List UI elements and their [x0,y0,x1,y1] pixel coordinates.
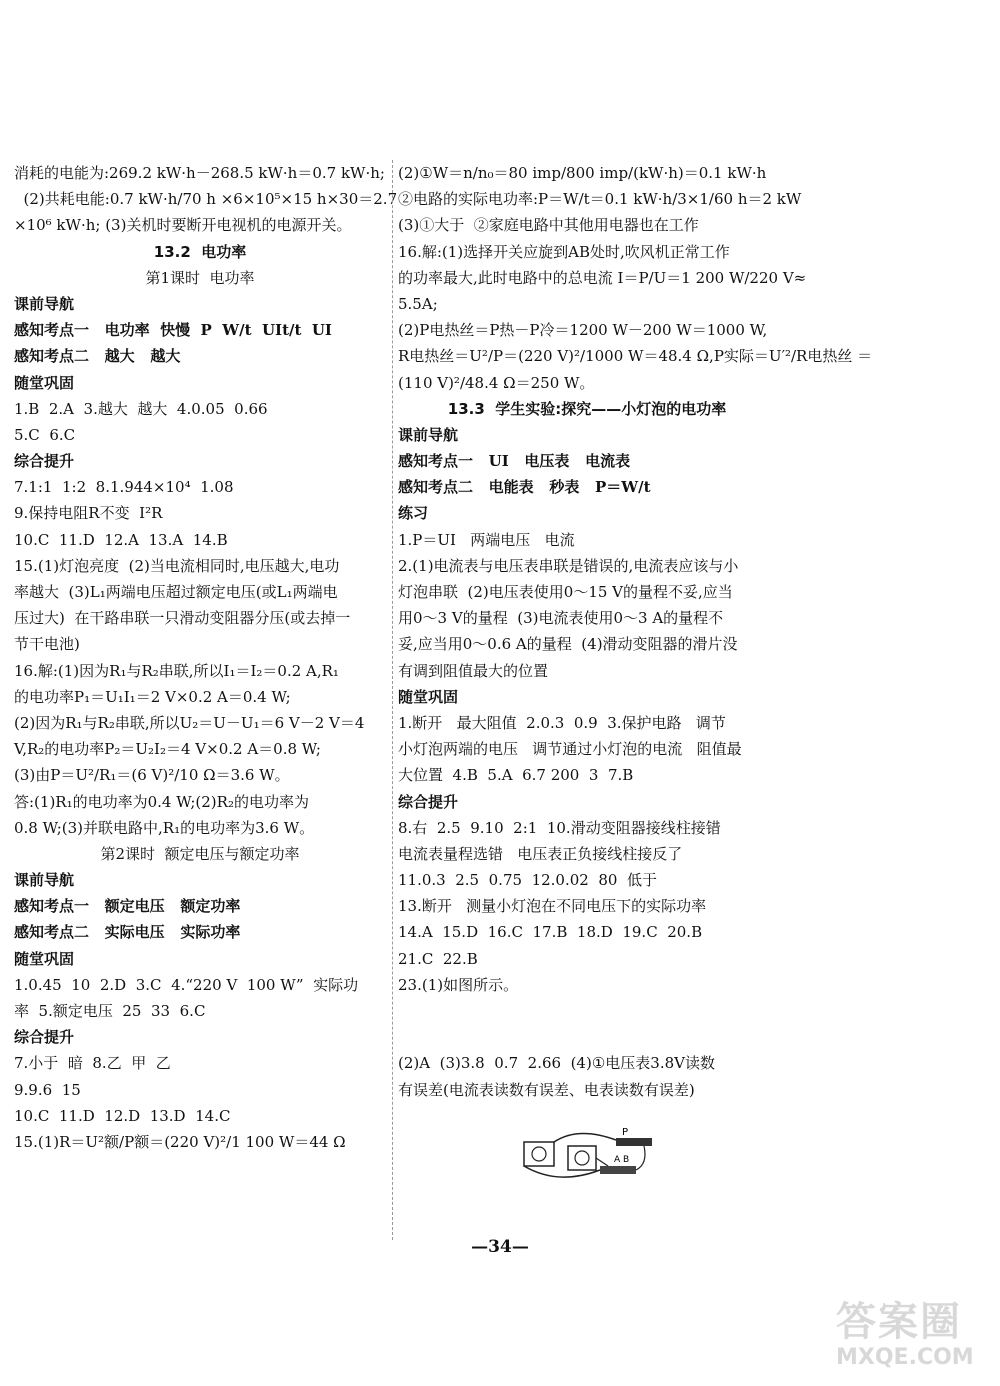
left-line: ×10⁶ kW·h; (3)关机时要断开电视机的电源开关。 [14,216,352,235]
left-line: 15.(1)R＝U²额/P额＝(220 V)²/1 100 W＝44 Ω [14,1132,346,1151]
right-line: 13.断开 测量小灯泡在不同电压下的实际功率 [398,897,707,916]
left-line: 随堂巩固 [14,949,75,968]
left-line: 感知考点一 电功率 快慢 P W/t UIt/t UI [14,321,332,340]
right-line: 感知考点二 电能表 秒表 P＝W/t [398,478,651,497]
left-line: 10.C 11.D 12.D 13.D 14.C [14,1106,231,1125]
left-line: 综合提升 [14,1028,75,1047]
right-line: 练习 [398,504,429,523]
right-line: 用0～3 V的量程 (3)电流表使用0～3 A的量程不 [398,609,724,628]
left-line: 9.9.6 15 [14,1080,81,1099]
left-line: 5.C 6.C [14,425,76,444]
left-line: 7.1:1 1:2 8.1.944×10⁴ 1.08 [14,478,234,497]
left-line: 率越大 (3)L₁两端电压超过额定电压(或L₁两端电 [14,583,338,601]
left-line: 1.B 2.A 3.越大 越大 4.0.05 0.66 [14,399,268,418]
left-line: 课前导航 [14,871,75,890]
left-line: 1.0.45 10 2.D 3.C 4.“220 V 100 W” 实际功 [14,975,359,994]
right-line: (110 V)²/48.4 Ω＝250 W。 [398,373,595,392]
right-line: 大位置 4.B 5.A 6.7 200 3 7.B [398,766,634,785]
left-line: 13.2 电功率 [153,242,247,261]
right-line: R电热丝＝U²/P＝(220 V)²/1000 W＝48.4 Ω,P实际＝U′²/R电热丝 ＝ [398,347,873,366]
right-line: 1.P＝UI 两端电压 电流 [398,530,575,549]
right-line: 14.A 15.D 16.C 17.B 18.D 19.C 20.B [398,923,703,942]
figure-label-ab: A B [614,1155,630,1165]
right-line: 11.0.3 2.5 0.75 12.0.02 80 低于 [398,871,657,890]
right-line: 1.断开 最大阻值 2.0.3 0.9 3.保护电路 调节 [398,713,726,732]
left-line: 感知考点一 额定电压 额定功率 [14,897,241,916]
watermark-bottom: MXQE.COM [836,1345,974,1370]
left-line: 课前导航 [14,294,75,313]
right-line: (3)①大于 ②家庭电路中其他用电器也在工作 [398,216,699,235]
left-line: 率 5.额定电压 25 33 6.C [14,1002,206,1020]
left-line: 综合提升 [14,452,75,471]
right-line: 妥,应当用0～0.6 A的量程 (4)滑动变阻器的滑片没 [398,635,738,654]
left-line: (2)因为R₁与R₂串联,所以U₂＝U－U₁＝6 V－2 V＝4 [14,713,365,732]
left-line: 15.(1)灯泡亮度 (2)当电流相同时,电压越大,电功 [14,556,340,575]
right-line: 8.右 2.5 9.10 2:1 10.滑动变阻器接线柱接错 [398,818,721,837]
right-line: 小灯泡两端的电压 调节通过小灯泡的电流 阻值最 [398,740,742,759]
left-line: 0.8 W;(3)并联电路中,R₁的电功率为3.6 W。 [14,818,315,837]
left-line: 随堂巩固 [14,373,75,392]
right-line: 有误差(电流表读数有误差、电表读数有误差) [398,1080,695,1099]
right-line: 感知考点一 UI 电压表 电流表 [398,452,631,471]
left-line: 的电功率P₁＝U₁I₁＝2 V×0.2 A＝0.4 W; [14,687,291,706]
left-line: (2)共耗电能:0.7 kW·h/70 h ×6×10⁵×15 h×30＝2.7 [14,190,398,209]
watermark-top: 答案圈 [836,1299,962,1345]
right-line: 2.(1)电流表与电压表串联是错误的,电流表应该与小 [398,556,739,575]
right-line: 的功率最大,此时电路中的总电流 I＝P/U＝1 200 W/220 V≈ [398,268,807,287]
right-line: ②电路的实际电功率:P＝W/t＝0.1 kW·h/3×1/60 h＝2 kW [398,190,802,209]
left-line: 消耗的电能为:269.2 kW·h－268.5 kW·h＝0.7 kW·h; [14,164,385,182]
right-line: 有调到阻值最大的位置 [398,661,549,680]
right-line: 21.C 22.B [398,949,478,968]
left-line: 10.C 11.D 12.A 13.A 14.B [14,530,228,549]
right-line: 13.3 学生实验:探究——小灯泡的电功率 [447,399,727,418]
left-line: 第1课时 电功率 [145,268,255,287]
left-line: 节干电池) [14,635,80,654]
left-line: 16.解:(1)因为R₁与R₂串联,所以I₁＝I₂＝0.2 A,R₁ [14,661,339,680]
right-line: 综合提升 [398,792,459,811]
left-column [14,160,398,1155]
left-line: 感知考点二 实际电压 实际功率 [14,923,241,942]
right-line [398,1024,776,1050]
right-line: 随堂巩固 [398,687,459,706]
right-line: 电流表量程选错 电压表正负接线柱接反了 [398,844,683,863]
right-line: (2)P电热丝＝P热－P冷＝1200 W－200 W＝1000 W, [398,321,768,340]
page-number: —34— [471,1237,529,1257]
left-line: 9.保持电阻R不变 I²R [14,504,163,523]
right-line: 灯泡串联 (2)电压表使用0～15 V的量程不妥,应当 [398,583,733,601]
right-line [398,998,776,1024]
column-divider [392,160,394,1240]
right-line: 23.(1)如图所示。 [398,975,519,994]
watermark [836,1290,996,1382]
left-line: V,R₂的电功率P₂＝U₂I₂＝4 V×0.2 A＝0.8 W; [14,740,321,759]
left-line: 压过大) 在干路串联一只滑动变阻器分压(或去掉一 [14,609,351,628]
circuit-diagram [518,1124,658,1186]
right-line: (2)A (3)3.8 0.7 2.66 (4)①电压表3.8V读数 [398,1054,715,1073]
figure-label-p: P [622,1127,629,1138]
left-line: 答:(1)R₁的电功率为0.4 W;(2)R₂的电功率为 [14,792,309,811]
right-line: 5.5A; [398,294,438,313]
right-line: 16.解:(1)选择开关应旋到AB处时,吹风机正常工作 [398,242,730,261]
right-column [398,160,873,1103]
left-line: 第2课时 额定电压与额定功率 [100,844,300,863]
left-line: 7.小于 暗 8.乙 甲 乙 [14,1054,171,1073]
left-line: (3)由P＝U²/R₁＝(6 V)²/10 Ω＝3.6 W。 [14,766,290,785]
right-line: (2)①W＝n/n₀＝80 imp/800 imp/(kW·h)＝0.1 kW·h [398,164,767,182]
right-line: 课前导航 [398,425,459,444]
left-line: 感知考点二 越大 越大 [14,347,181,366]
